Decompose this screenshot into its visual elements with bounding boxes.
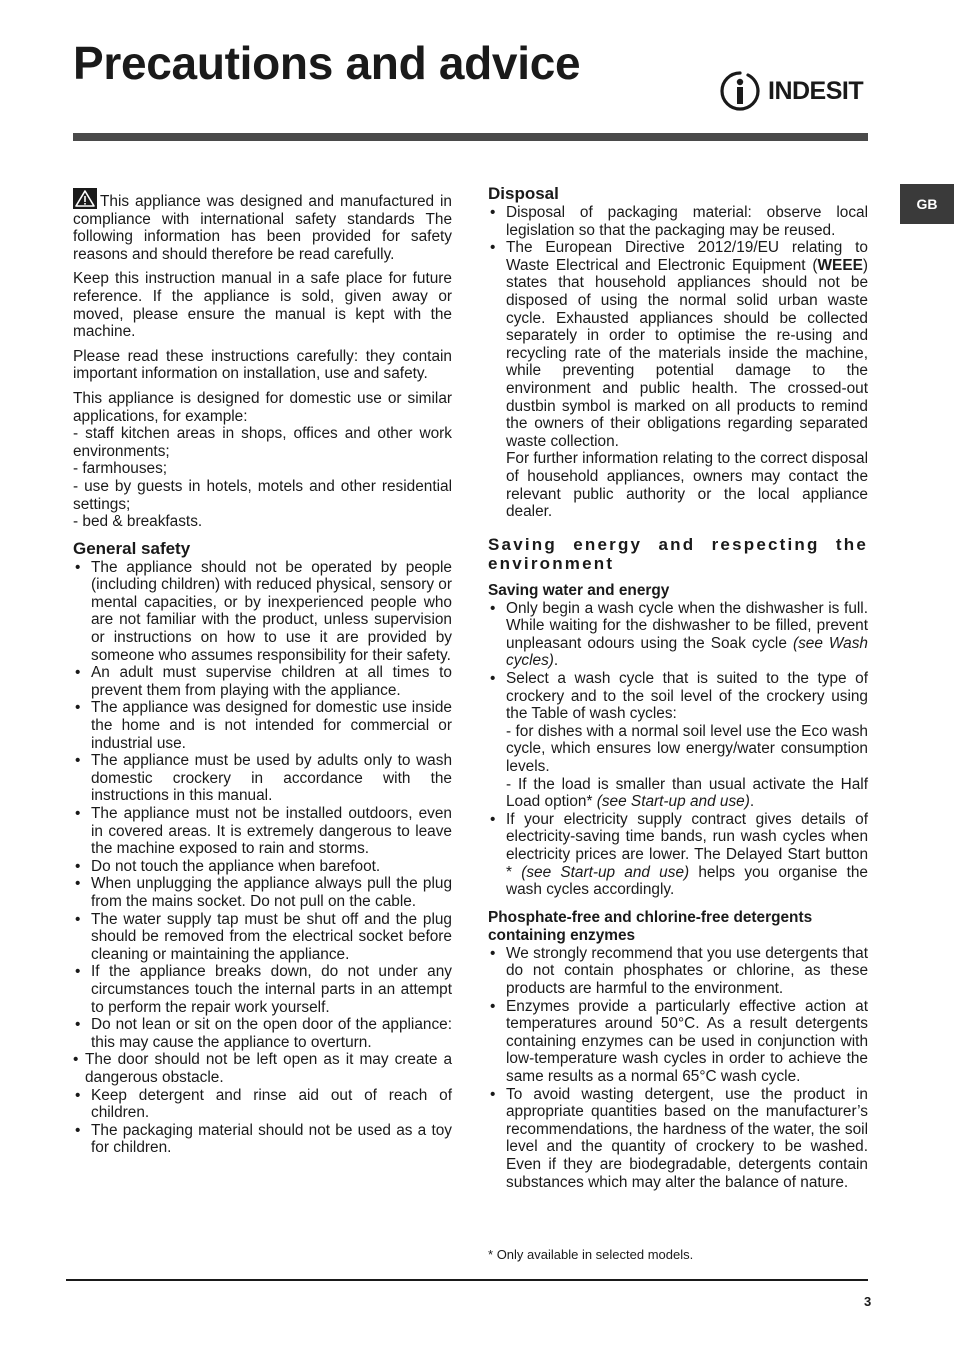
list-item: • The European Directive 2012/19/EU relating to Waste Electrical and Electronic Equipment (WEEE) states that household appliances should not be disposed of using the normal solid urban waste cycle. Exhausted appliances should be collected separately in order to optimise the re-using and recycling rate of the materials inside the machine, while preventing potential damage to the environment and public health. The crossed-out dustbin symbol is marked on all products to remind the owners of their obligations regarding separated waste collection. For further information relating to the correct disposal of household appliances, owners may contact the relevant public authority or the local appliance dealer.: [488, 239, 868, 521]
header-rule: [73, 133, 868, 141]
disposal-list: [488, 204, 868, 521]
right-column: [488, 184, 868, 1197]
list-item: • The packaging material should not be used as a toy for children.: [73, 1122, 452, 1157]
disposal-heading: Disposal: [488, 184, 559, 203]
domestic-use-paragraph: [73, 390, 452, 531]
list-item: • The appliance must not be installed outdoors, even in covered areas. It is extremely dangerous to leave the machine exposed to rain and storms.: [73, 805, 452, 858]
keep-manual-paragraph: Keep this instruction manual in a safe place for future reference. If the appliance is sold, given away or moved, please ensure the manual is kept with the machine.: [73, 270, 452, 341]
half-load-note: - If the load is smaller than usual activate the Half Load option* (see Start-up and use).: [506, 775, 868, 811]
list-item: • Only begin a wash cycle when the dishwasher is full. While waiting for the dishwasher to be filled, prevent unpleasant odours using the Soak cycle (see Wash cycles).: [488, 600, 868, 670]
phosphate-free-list: [488, 945, 868, 1191]
domestic-use-line: - bed & breakfasts.: [73, 513, 203, 531]
disposal-further-info: For further information relating to the correct disposal of household appliances, owners may contact the relevant public authority or the local appliance dealer.: [506, 450, 868, 521]
list-item: • The appliance was designed for domestic use inside the home and is not intended for commercial or industrial use.: [73, 699, 452, 752]
page-title: Precautions and advice: [73, 37, 581, 89]
footnote: * Only available in selected models.: [488, 1247, 694, 1262]
list-item: • The door should not be left open as it may create a dangerous obstacle.: [73, 1051, 452, 1086]
footnote-mark: *: [488, 1247, 494, 1262]
list-item: • If your electricity supply contract gives details of electricity-saving time bands, run wash cycles when electricity prices are lower. The Delayed Start button * (see Start-up and use) helps you organise the wash cycles accordingly.: [488, 811, 868, 899]
list-item: • Do not touch the appliance when barefoot.: [73, 858, 452, 876]
list-item: • Select a wash cycle that is suited to the type of crockery and to the soil level of the crockery using the Table of wash cycles: - for dishes with a normal soil level use the Eco wash cycle, which ensures low energy/water consumption levels. - If the load is smaller than usual activate the Half Load option* (see Start-up and use).: [488, 670, 868, 811]
cross-reference: (see Start-up and use): [596, 793, 750, 811]
list-item: • An adult must supervise children at all times to prevent them from playing with the appliance.: [73, 664, 452, 699]
list-item: • Enzymes provide a particularly effective action at temperatures around 50°C. As a result detergents containing enzymes can be used in conjunction with low-temperature wash cycles in order to achieve the same results as a normal 65°C wash cycle.: [488, 998, 868, 1086]
list-item: • The appliance should not be operated by people (including children) with reduced physical, sensory or mental capacities, or by inexperienced people who are not familiar with the product, unless supervision or instructions on how to use it are provided by someone who assumes responsibility for their safety.: [73, 559, 452, 665]
page-number: 3: [864, 1294, 872, 1309]
list-item: • The water supply tap must be shut off and the plug should be removed from the electrical socket before cleaning or maintaining the appliance.: [73, 911, 452, 964]
list-item: • Disposal of packaging material: observe local legislation so that the packaging may be reused.: [488, 204, 868, 239]
list-item: • When unplugging the appliance always pull the plug from the mains socket. Do not pull on the cable.: [73, 875, 452, 910]
cross-reference: (see Start-up and use): [521, 863, 690, 881]
saving-energy-heading: Saving energy and respecting the environment: [488, 534, 868, 573]
eco-cycle-note: - for dishes with a normal soil level use the Eco wash cycle, which ensures low energy/water consumption levels.: [506, 722, 868, 776]
general-safety-list: [73, 559, 452, 1157]
language-tab: GB: [900, 184, 954, 224]
list-item: • We strongly recommend that you use detergents that do not contain phosphates or chlorine, as these products are harmful to the environment.: [488, 945, 868, 998]
warning-icon: [73, 188, 97, 209]
intro-paragraph: [73, 188, 452, 263]
brand-name: INDESIT: [768, 76, 864, 105]
saving-water-heading: Saving water and energy: [488, 581, 670, 599]
brand-logo: [718, 70, 863, 112]
read-instructions-paragraph: Please read these instructions carefully: they contain important information on installation, use and safety.: [73, 347, 452, 383]
indesit-logo-icon: [718, 70, 762, 112]
list-item: • To avoid wasting detergent, use the product in appropriate quantities based on the manufacturer’s recommendations, the hardness of the water, the soil level and the quantity of crockery to be washed. Even if they are biodegradable, detergents contain substances which may alter the balance of nature.: [488, 1086, 868, 1192]
list-item: • If the appliance breaks down, do not under any circumstances touch the internal parts in an attempt to perform the repair work yourself.: [73, 963, 452, 1016]
general-safety-heading: General safety: [73, 538, 191, 558]
list-item: • Keep detergent and rinse aid out of reach of children.: [73, 1087, 452, 1122]
weee-acronym: WEEE: [817, 256, 863, 274]
list-item: • Do not lean or sit on the open door of the appliance: this may cause the appliance to overturn.: [73, 1016, 452, 1051]
cross-reference: (see Wash cycles): [506, 634, 868, 670]
domestic-use-line: - staff kitchen areas in shops, offices and other work environments;: [73, 425, 452, 460]
domestic-use-line: - use by guests in hotels, motels and other residential settings;: [73, 477, 452, 513]
intro-text: This appliance was designed and manufactured in compliance with international safety standards The following information has been provided for safety reasons and should therefore be read carefully.: [73, 193, 452, 263]
left-column: [73, 188, 452, 1163]
domestic-use-line: - farmhouses;: [73, 460, 168, 478]
domestic-use-line: This appliance is designed for domestic use or similar applications, for example:: [73, 389, 452, 425]
saving-water-list: [488, 600, 868, 899]
list-item: • The appliance must be used by adults only to wash domestic crockery in accordance with the instructions in this manual.: [73, 752, 452, 805]
phosphate-free-heading: Phosphate-free and chlorine-free detergents containing enzymes: [488, 908, 813, 944]
footer-rule: [66, 1279, 868, 1281]
